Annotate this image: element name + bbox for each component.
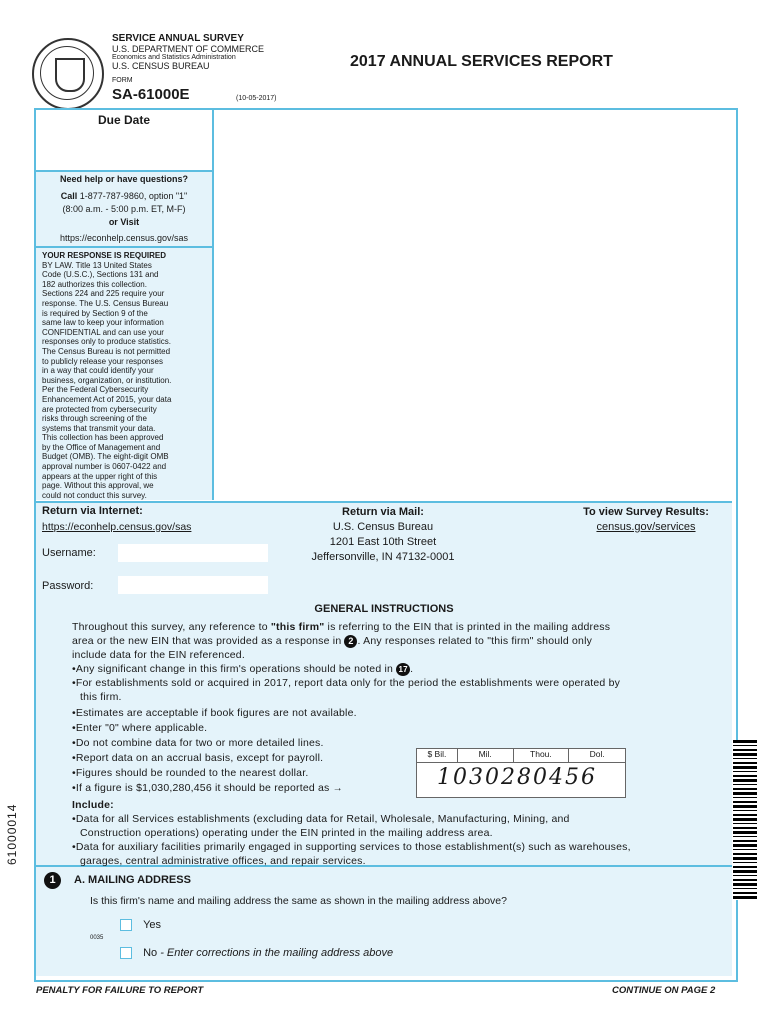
include-text: •Data for auxiliary facilities primarily engaged in supporting services to those establishment(s) such as warehouses, (72, 841, 631, 853)
question-ref-badge: 17 (396, 663, 410, 676)
this-firm-term: "this firm" (270, 621, 325, 633)
due-date-label: Due Date (97, 113, 150, 127)
include-text: •Data for all Services establishments (excluding data for Retail, Wholesale, Manufacturing, Mining, and (72, 813, 570, 825)
return-section (36, 501, 732, 605)
legal-line: same law to keep your information (42, 318, 164, 328)
legal-line: is required by Section 9 of the (42, 308, 148, 318)
barcode-icon (733, 740, 757, 900)
due-date-box (36, 110, 214, 172)
bullet-text: •Enter "0" where applicable. (72, 722, 208, 734)
legal-line: BY LAW. Title 13 United States (42, 260, 152, 270)
legal-line: page. Without this approval, we (42, 481, 154, 491)
grid-header-thou: Thou. (514, 749, 570, 762)
legal-line: Enhancement Act of 2015, your data (42, 394, 172, 404)
mailing-question: Is this firm's name and mailing address the same as shown in the mailing address above? (90, 895, 507, 907)
legal-notice (36, 248, 214, 500)
grid-header-bil: $ Bil. (417, 749, 458, 762)
survey-name: SERVICE ANNUAL SURVEY (112, 33, 244, 44)
census-seal (32, 38, 104, 110)
include-title: Include: (72, 799, 114, 811)
call-label: Call (60, 191, 78, 201)
intro-text: Throughout this survey, any reference to (72, 621, 271, 633)
mailing-title: A. MAILING ADDRESS (74, 874, 191, 886)
form-side-code: 61000014 (5, 803, 19, 865)
legal-line: could not conduct this survey. (42, 490, 147, 500)
legal-line: The Census Bureau is not permitted (42, 346, 171, 356)
password-input[interactable] (118, 576, 268, 594)
legal-line: Code (U.S.C.), Sections 131 and (42, 270, 159, 280)
item-code: 0035 (90, 935, 104, 941)
legal-line: approval number is 0607-0422 and (42, 462, 167, 472)
mail-block (298, 505, 468, 565)
grid-header-mil: Mil. (458, 749, 514, 762)
legal-line: Sections 224 and 225 require your (42, 289, 165, 299)
legal-line: in a way that could identify your (42, 366, 154, 376)
legal-line: CONFIDENTIAL and can use your (42, 327, 164, 337)
legal-line: responses only to produce statistics. (42, 337, 171, 347)
grid-header-row (417, 749, 625, 763)
results-url[interactable]: census.gov/services (596, 521, 696, 533)
legal-line: response. The U.S. Census Bureau (42, 298, 169, 308)
question-ref-badge: 2 (344, 635, 357, 648)
yes-checkbox[interactable] (120, 919, 132, 931)
footer-penalty: PENALTY FOR FAILURE TO REPORT (36, 985, 204, 996)
help-url[interactable]: https://econhelp.census.gov/sas (59, 233, 189, 243)
bullet-text: •For establishments sold or acquired in 2017, report data only for the period the establishments were operated by (72, 677, 621, 689)
help-title: Need help or have questions? (59, 174, 189, 184)
password-label: Password: (42, 580, 94, 592)
bureau: U.S. CENSUS BUREAU (112, 61, 210, 71)
question-number-badge: 1 (44, 872, 61, 889)
report-title: 2017 ANNUAL SERVICES REPORT (350, 53, 613, 70)
bullet-text: this firm. (80, 691, 122, 703)
legal-line: Budget (OMB). The eight-digit OMB (42, 452, 169, 462)
help-box (36, 172, 214, 248)
bullet-text: •Report data on an accrual basis, except for payroll. (72, 752, 324, 764)
form-label: FORM (112, 77, 133, 84)
results-block (566, 505, 726, 535)
legal-line: to publicly release your responses (42, 356, 163, 366)
bullet-text: •Figures should be rounded to the nearest dollar. (72, 767, 309, 779)
arrow-right-icon: → (332, 783, 343, 794)
legal-line: 182 authorizes this collection. (42, 279, 147, 289)
mail-line1: U.S. Census Bureau (332, 521, 434, 533)
form-number: SA-61000E (112, 86, 190, 103)
no-label: No (143, 947, 158, 959)
no-option[interactable] (120, 947, 393, 959)
include-text: Construction operations) operating under the EIN printed in the mailing address area. (80, 827, 493, 839)
grid-header-dol: Dol. (589, 749, 605, 759)
help-phone: 1-877-787-9860, option "1" (79, 191, 188, 201)
results-title: To view Survey Results: (583, 506, 709, 518)
example-amount-grid (416, 748, 626, 798)
username-input[interactable] (118, 544, 268, 562)
bullet-text: . (410, 663, 414, 675)
no-checkbox[interactable] (120, 947, 132, 959)
mail-line2: 1201 East 10th Street (329, 536, 437, 548)
administration: Economics and Statistics Administration (112, 54, 236, 61)
internet-title: Return via Internet: (42, 505, 143, 517)
mail-line3: Jeffersonville, IN 47132-0001 (311, 551, 455, 563)
example-handwritten-value: 1030280456 (437, 765, 597, 790)
username-label: Username: (42, 547, 96, 559)
general-instructions (36, 603, 732, 867)
or-visit: or Visit (108, 217, 140, 227)
intro-text: include data for the EIN referenced. (72, 649, 245, 661)
legal-line: YOUR RESPONSE IS REQUIRED (42, 251, 167, 260)
legal-line: This collection has been approved (42, 433, 164, 443)
mailing-address-section (36, 867, 732, 976)
bullet-text: •Estimates are acceptable if book figures are not available. (72, 707, 357, 719)
mail-title: Return via Mail: (342, 506, 424, 518)
help-hours: (8:00 a.m. - 5:00 p.m. ET, M-F) (62, 204, 186, 214)
legal-line: risks through screening of the (42, 414, 147, 424)
legal-line: by the Office of Management and (42, 442, 161, 452)
no-note: - Enter corrections in the mailing address above (160, 947, 394, 959)
bullet-text: •If a figure is $1,030,280,456 it should be reported as (72, 782, 330, 794)
legal-line: systems that transmit your data. (42, 423, 156, 433)
instructions-body (72, 620, 722, 868)
legal-line: are protected from cybersecurity (42, 404, 157, 414)
form-date: (10-05-2017) (236, 95, 277, 102)
include-text: garages, central administrative offices, and repair services. (80, 855, 366, 867)
legal-line: business, organization, or institution. (42, 375, 172, 385)
yes-label: Yes (143, 919, 162, 931)
legal-line: appears at the upper right of this (42, 471, 158, 481)
intro-text: is referring to the EIN that is printed in the mailing address (324, 621, 611, 633)
intro-text: . Any responses related to "this firm" should only (357, 635, 593, 647)
instructions-title: GENERAL INSTRUCTIONS (314, 603, 454, 615)
internet-url[interactable]: https://econhelp.census.gov/sas (42, 521, 192, 533)
bullet-text: •Do not combine data for two or more detailed lines. (72, 737, 324, 749)
bullet-text: •Any significant change in this firm's operations should be noted in (72, 663, 397, 675)
intro-text: area or the new EIN that was provided as a response in (72, 635, 345, 647)
legal-line: Per the Federal Cybersecurity (42, 385, 149, 395)
yes-option[interactable] (120, 919, 161, 931)
footer-continue: CONTINUE ON PAGE 2 (612, 985, 716, 996)
header-agency-block (112, 33, 264, 103)
department: U.S. DEPARTMENT OF COMMERCE (112, 44, 265, 54)
